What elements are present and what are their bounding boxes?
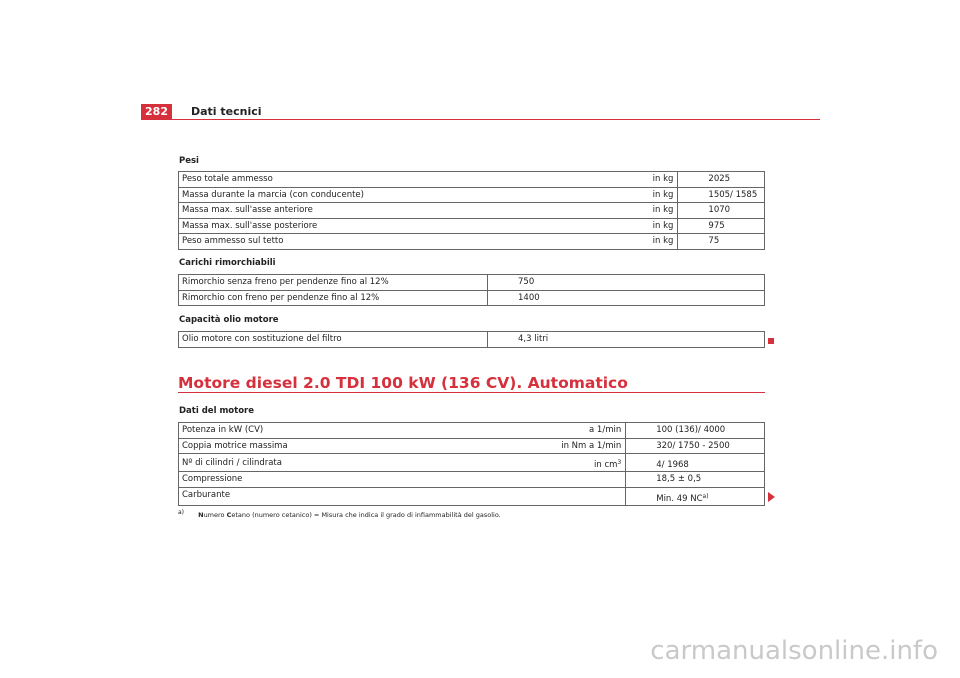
site-watermark: carmanualsonline.info <box>650 636 938 666</box>
table-row <box>179 275 765 291</box>
row-unit: in kg <box>375 218 678 234</box>
oil-table <box>178 331 765 348</box>
table-row <box>179 218 765 234</box>
row-label: Potenza in kW (CV) <box>179 423 324 439</box>
row-label: Peso totale ammesso <box>179 172 376 188</box>
table-row <box>179 172 765 188</box>
header-divider <box>141 119 820 120</box>
engine-table <box>178 422 765 506</box>
row-label: Rimorchio senza freno per pendenze fino al 12% <box>179 275 488 291</box>
row-label: Massa max. sull'asse anteriore <box>179 203 376 219</box>
row-unit: in Nm a 1/min <box>323 438 626 454</box>
table-row <box>179 332 765 348</box>
row-value: 1070 <box>678 203 765 219</box>
footnote: $^{a)}$ Numero Cetano (numero cetanico) = Misura che indica il grado di infiammabilità del gasolio. <box>178 509 501 519</box>
row-label: Rimorchio con freno per pendenze fino al 12% <box>179 290 488 306</box>
row-value: 320/ 1750 - 2500 <box>626 438 765 454</box>
row-label: Olio motore con sostituzione del filtro <box>179 332 488 348</box>
row-label: Massa durante la marcia (con conducente) <box>179 187 376 203</box>
row-label: Massa max. sull'asse posteriore <box>179 218 376 234</box>
row-value: 750 <box>488 275 765 291</box>
table-row <box>179 234 765 250</box>
row-unit <box>323 472 626 488</box>
row-label: Carburante <box>179 487 324 505</box>
table-row <box>179 290 765 306</box>
row-unit: a 1/min <box>323 423 626 439</box>
table-row <box>179 438 765 454</box>
section-title-oil: Capacità olio motore <box>179 315 279 325</box>
table-row <box>179 187 765 203</box>
section-title-engine-data: Dati del motore <box>179 406 255 416</box>
row-unit: in kg <box>375 234 678 250</box>
engine-heading: Motore diesel 2.0 TDI 100 kW (136 CV). Automatico <box>178 374 628 392</box>
row-value: 1400 <box>488 290 765 306</box>
row-label: Coppia motrice massima <box>179 438 324 454</box>
table-row <box>179 203 765 219</box>
row-unit <box>323 487 626 505</box>
row-value: 1505/ 1585 <box>678 187 765 203</box>
row-value: 100 (136)/ 4000 <box>626 423 765 439</box>
row-unit: in kg <box>375 172 678 188</box>
row-value: 2025 <box>678 172 765 188</box>
row-label: Nº di cilindri / cilindrata <box>179 454 324 472</box>
end-marker-icon <box>768 338 774 344</box>
table-row <box>179 487 765 505</box>
table-row <box>179 454 765 472</box>
row-label: Compressione <box>179 472 324 488</box>
page-title: Dati tecnici <box>191 105 262 118</box>
row-unit: in kg <box>375 203 678 219</box>
table-row <box>179 423 765 439</box>
row-value: 75 <box>678 234 765 250</box>
continue-arrow-icon <box>768 492 775 502</box>
section-title-trailer: Carichi rimorchiabili <box>179 258 276 268</box>
footnote-marker: a) <box>178 509 185 516</box>
weights-table <box>178 171 765 250</box>
page-number: 282 <box>141 104 172 120</box>
row-value: 18,5 ± 0,5 <box>626 472 765 488</box>
table-row <box>179 472 765 488</box>
trailer-table <box>178 274 765 306</box>
row-value: Min. 49 NC$^{a)}$ <box>626 487 765 505</box>
row-unit: in $cm^3$ <box>323 454 626 472</box>
row-label: Peso ammesso sul tetto <box>179 234 376 250</box>
engine-heading-divider <box>178 392 765 393</box>
row-value: 4/ 1968 <box>626 454 765 472</box>
row-unit: in kg <box>375 187 678 203</box>
section-title-weights: Pesi <box>179 156 199 166</box>
row-value: 4,3 litri <box>488 332 765 348</box>
row-value: 975 <box>678 218 765 234</box>
